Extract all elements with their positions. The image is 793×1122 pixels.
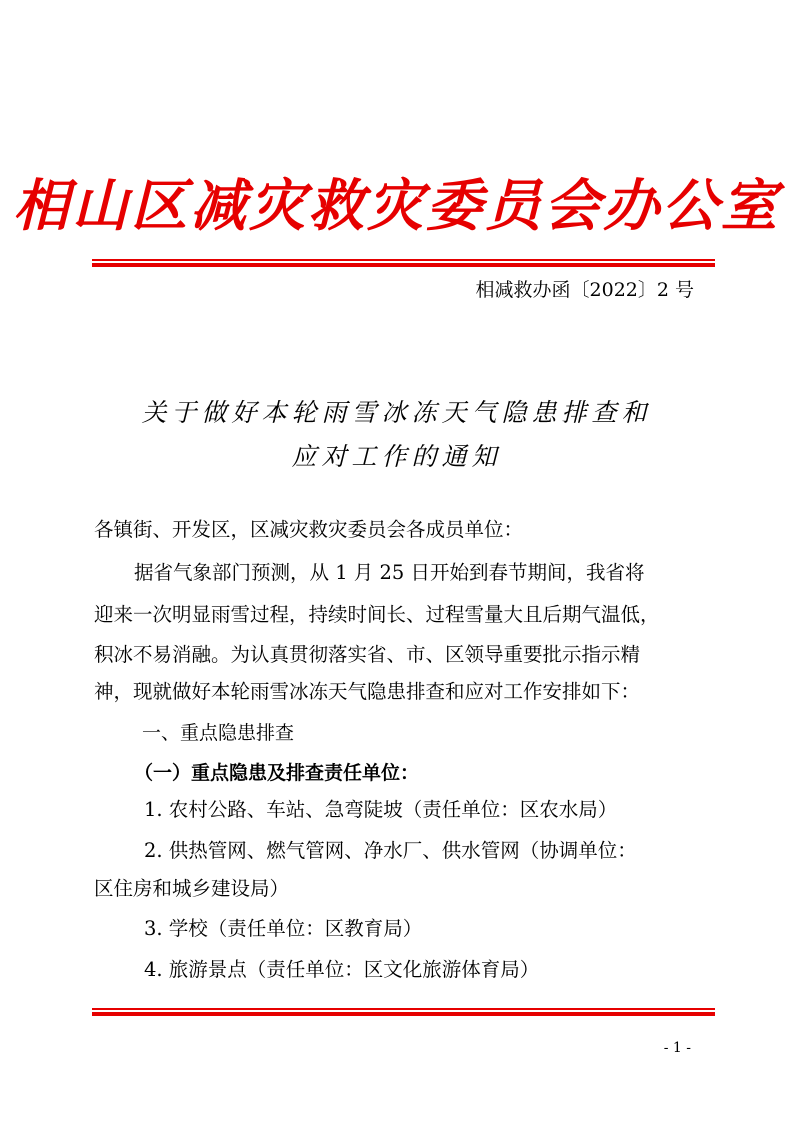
paragraph-line: 据省气象部门预测，从 1 月 25 日开始到春节期间，我省将: [134, 561, 645, 584]
list-item: 3. 学校（责任单位：区教育局）: [144, 917, 423, 940]
footer-rule-thick: [92, 1012, 715, 1016]
header-rule-thick: [92, 263, 715, 267]
page-number: - 1 -: [663, 1040, 691, 1056]
document-title-line-2: 应对工作的通知: [291, 442, 502, 471]
list-item: 1. 农村公路、车站、急弯陡坡（责任单位：区农水局）: [144, 798, 618, 821]
document-number: 相减救办函〔2022〕2 号: [475, 279, 694, 301]
salutation: 各镇街、开发区，区减灾救灾委员会各成员单位：: [94, 518, 524, 541]
subsection-heading: （一）重点隐患及排查责任单位：: [134, 762, 420, 784]
paragraph-line: 神，现就做好本轮雨雪冰冻天气隐患排查和应对工作安排如下：: [94, 680, 641, 703]
list-item: 4. 旅游景点（责任单位：区文化旅游体育局）: [144, 958, 540, 981]
paragraph-line: 迎来一次明显雨雪过程，持续时间长、过程雪量大且后期气温低，: [94, 603, 660, 626]
document-title-line-1: 关于做好本轮雨雪冰冻天气隐患排查和: [141, 398, 652, 427]
issuing-organization-header: 相山区减灾救灾委员会办公室: [13, 173, 780, 239]
section-heading: 一、重点隐患排查: [142, 722, 295, 744]
list-item-continuation: 区住房和城乡建设局）: [94, 877, 290, 900]
list-item: 2. 供热管网、燃气管网、净水厂、供水管网（协调单位：: [144, 839, 637, 862]
paragraph-line: 积冰不易消融。为认真贯彻落实省、市、区领导重要批示指示精: [94, 643, 641, 666]
header-rule-thin: [92, 259, 715, 261]
footer-rule-thin: [92, 1008, 715, 1010]
